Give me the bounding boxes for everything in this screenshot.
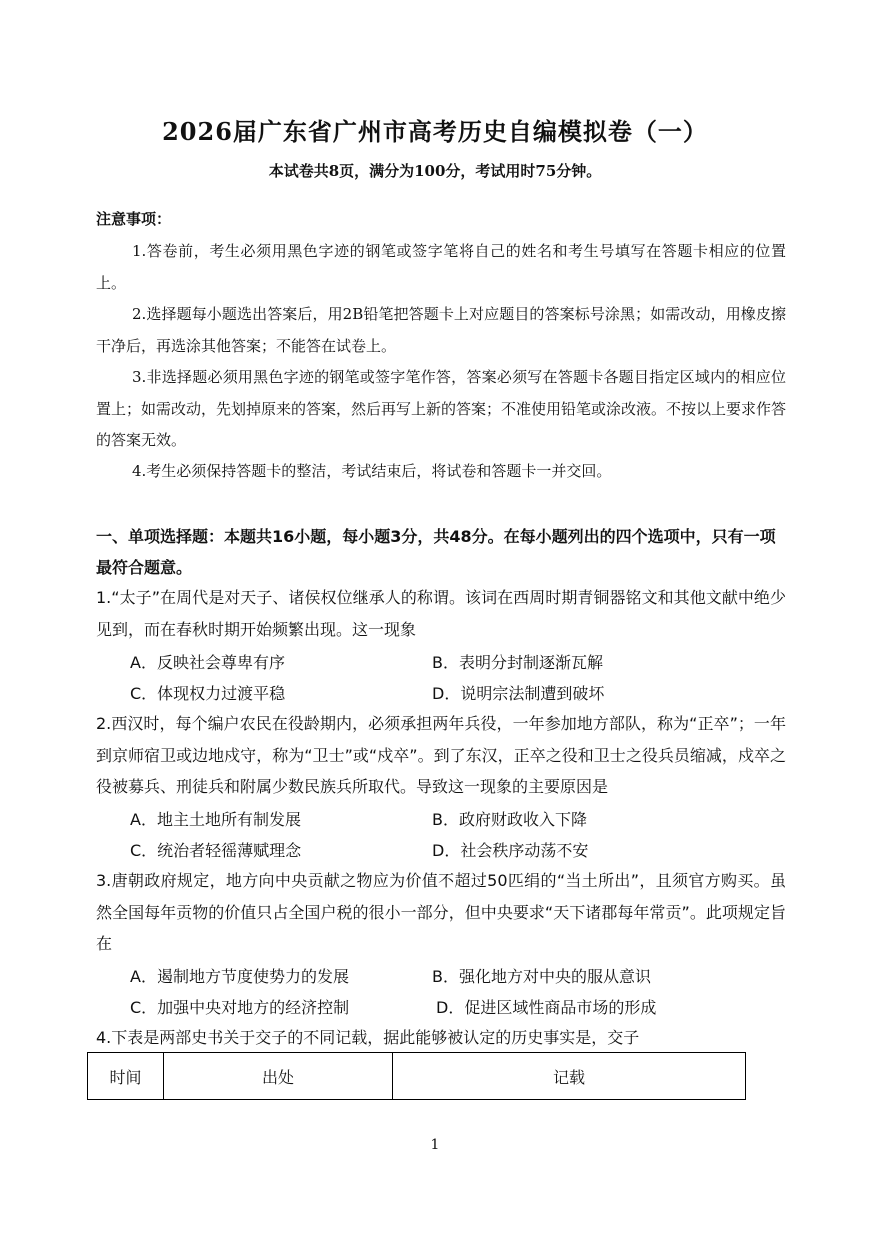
option-c: C．体现权力过渡平稳: [130, 684, 286, 703]
section-heading: 一、单项选择题：本题共16小题，每小题3分，共48分。在每小题列出的四个选项中，只有一项最符合题意。: [96, 527, 776, 577]
source-table: [87, 1052, 746, 1100]
option-b: B．政府财政收入下降: [432, 810, 587, 829]
option-b: B．表明分封制逐渐瓦解: [432, 653, 603, 672]
note-item: 3.非选择题必须用黑色字迹的钢笔或签字笔作答，答案必须写在答题卡各题目指定区域内的相应位置上；如需改动，先划掉原来的答案，然后再写上新的答案；不准使用铅笔或涂改液。不按以上要求作答的答案无效。: [96, 368, 787, 449]
question-stem: 2.西汉时，每个编户农民在役龄期内，必须承担两年兵役，一年参加地方部队，称为“正卒”；一年到京师宿卫或边地戍守，称为“卫士”或“戍卒”。到了东汉，正卒之役和卫士之役兵员缩减，戍卒之役被募兵、刑徒兵和附属少数民族兵所取代。导致这一现象的主要原因是: [96, 714, 786, 796]
option-b: B．强化地方对中央的服从意识: [432, 967, 651, 986]
option-c: C．加强中央对地方的经济控制: [130, 998, 350, 1017]
option-c: C．统治者轻徭薄赋理念: [130, 841, 302, 860]
table-header-source: 出处: [164, 1053, 393, 1100]
option-a: A．反映社会尊卑有序: [130, 653, 285, 672]
question-stem: 1.“太子”在周代是对天子、诸侯权位继承人的称谓。该词在西周时期青铜器铭文和其他文献中绝少见到，而在春秋时期开始频繁出现。这一现象: [96, 588, 786, 639]
page-number: 1: [430, 1137, 440, 1153]
table-header-row: [88, 1053, 746, 1100]
question-stem: 4.下表是两部史书关于交子的不同记载，据此能够被认定的历史事实是，交子: [96, 1028, 640, 1047]
notes-heading: 注意事项：: [96, 210, 172, 228]
exam-subtitle: 本试卷共8页，满分为100分，考试用时75分钟。: [268, 162, 602, 180]
exam-title: 2026届广东省广州市高考历史自编模拟卷（一）: [162, 117, 708, 146]
option-d: D．说明宗法制遭到破坏: [432, 684, 605, 703]
option-a: A．地主土地所有制发展: [130, 810, 301, 829]
question-stem: 3.唐朝政府规定，地方向中央贡献之物应为价值不超过50匹绢的“当土所出”，且须官方购买。虽然全国每年贡物的价值只占全国户税的很小一部分，但中央要求“天下诸郡每年常贡”。此项规定旨在: [96, 871, 786, 953]
table-header-record: 记载: [393, 1053, 746, 1100]
option-d: D．社会秩序动荡不安: [432, 841, 589, 860]
note-item: 4.考生必须保持答题卡的整洁，考试结束后，将试卷和答题卡一并交回。: [132, 462, 612, 480]
option-a: A．遏制地方节度使势力的发展: [130, 967, 349, 986]
note-item: 1.答卷前，考生必须用黑色字迹的钢笔或签字笔将自己的姓名和考生号填写在答题卡相应的位置上。: [96, 242, 786, 292]
option-d: D．促进区域性商品市场的形成: [436, 998, 657, 1017]
table-header-time: 时间: [88, 1053, 164, 1100]
note-item: 2.选择题每小题选出答案后，用2B铅笔把答题卡上对应题目的答案标号涂黑；如需改动，用橡皮擦干净后，再选涂其他答案；不能答在试卷上。: [96, 305, 786, 355]
